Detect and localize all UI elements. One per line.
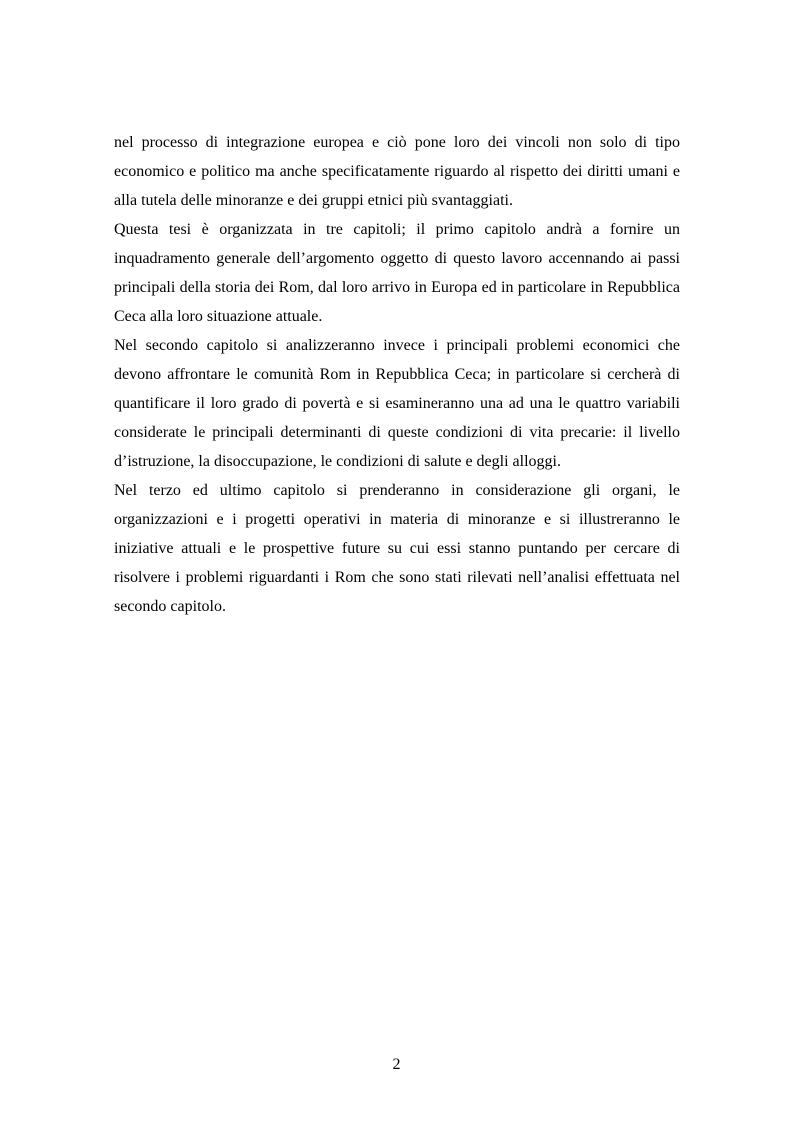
paragraph-integration: nel processo di integrazione europea e ciò pone loro dei vincoli non solo di tipo economico e politico ma anche specificatamente riguardo al rispetto dei diritti umani e alla tutela delle minoranze e dei gruppi etnici più svantaggiati.: [114, 134, 680, 209]
paragraph-thesis-structure: Questa tesi è organizzata in tre capitoli; il primo capitolo andrà a fornire un inquadramento generale dell’argomento oggetto di questo lavoro accennando ai passi principali della storia dei Rom, dal loro arrivo in Europa ed in particolare in Repubblica Ceca alla loro situazione attuale.: [114, 221, 680, 325]
paragraph-second-chapter: Nel secondo capitolo si analizzeranno invece i principali problemi economici che devono affrontare le comunità Rom in Repubblica Ceca; in particolare si cercherà di quantificare il loro grado di povertà e si esamineranno una ad una le quattro variabili considerate le principali determinanti di queste condizioni di vita precarie: il livello d’istruzione, la disoccupazione, le condizioni di salute e degli alloggi.: [114, 337, 680, 470]
page-number: 2: [392, 1056, 401, 1073]
document-body: [114, 128, 680, 621]
paragraph-third-chapter: Nel terzo ed ultimo capitolo si prenderanno in considerazione gli organi, le organizzazioni e i progetti operativi in materia di minoranze e si illustreranno le iniziative attuali e le prospettive future su cui essi stanno puntando per cercare di risolvere i problemi riguardanti i Rom che sono stati rilevati nell’analisi effettuata nel secondo capitolo.: [114, 482, 680, 615]
